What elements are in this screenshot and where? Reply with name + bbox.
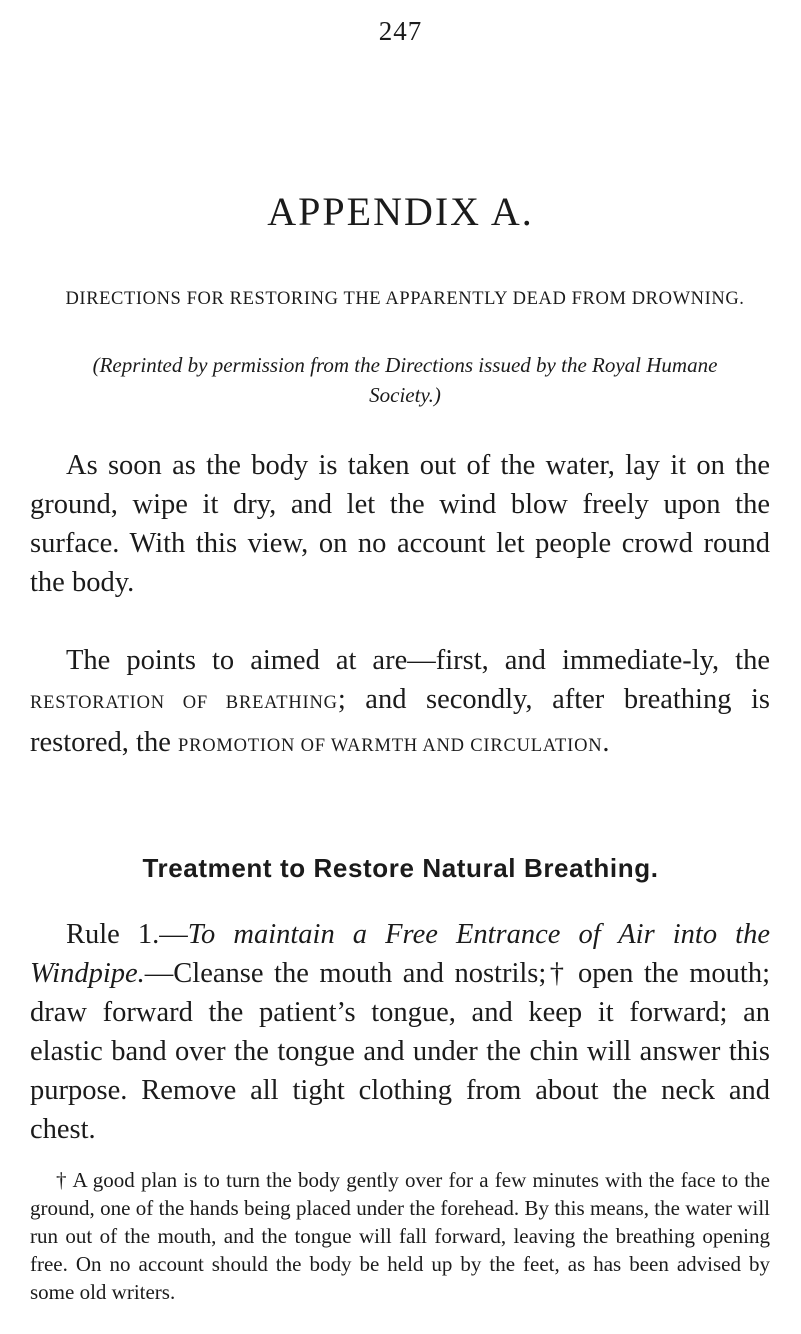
promotion-of-warmth-smallcaps: PROMOTION OF WARMTH AND CIRCULATION [177,736,603,756]
restoration-of-breathing-smallcaps: RESTORATION OF BREATHING [30,693,338,713]
paragraph-body-removal: As soon as the body is taken out of the water, lay it on the ground, wipe it dry, and let the wind blow freely upon the surface. With this view, on no account let people crowd round the body. [30,450,770,598]
directions-heading: DIRECTIONS FOR RESTORING THE APPARENTLY DEAD FROM DROWNING. [65,289,745,309]
paragraph-aims [30,641,770,766]
paragraph-aims-text-1: The points to aimed at are—first, and immediate-ly, the [66,645,770,676]
paragraph-aims-text-2: ; and secondly, after breathing is restored, the [30,684,770,758]
rule-1-dash: — [159,919,188,950]
paragraph-aims-text-3: . [602,727,610,758]
rule-1-italic-title: To maintain a Free Entrance of Air into the Windpipe. [30,919,770,989]
footnote: † A good plan is to turn the body gently over for a few minutes with the face to the ground, one of the hands being placed under the forehead. By this means, the water will run out of the mouth, and the tongue will fall forward, leaving the breathing opening free. On no account should the body be held up by the feet, as has been advised by some old writers. [30,1168,770,1304]
rule-1-paragraph [30,915,770,1149]
appendix-title: APPENDIX A. [267,189,534,234]
rule-1-text: —Cleanse the mouth and nostrils;† open the mouth; draw forward the patient’s tongue, and keep it forward; an elastic band over the tongue and under the chin will answer this purpose. Remove all tight clothing from about the neck and chest. [30,958,770,1145]
treatment-heading: Treatment to Restore Natural Breathing. [142,853,659,883]
page-number: 247 [378,16,423,46]
rule-1-label: Rule 1. [66,919,160,950]
reprinted-note: (Reprinted by permission from the Directions issued by the Royal Humane Society.) [92,353,718,407]
